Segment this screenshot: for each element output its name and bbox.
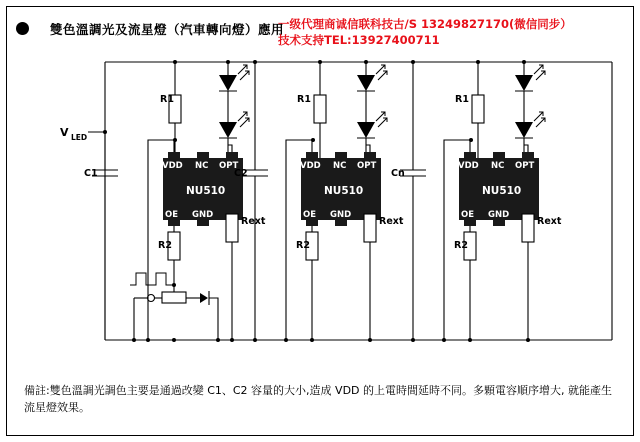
chip3-name: NU510 (482, 185, 522, 197)
chip2-pin-nc: NC (333, 161, 347, 171)
resistor-label-r1-2: R1 (297, 94, 311, 105)
chip1-name: NU510 (186, 185, 226, 197)
page-title: 雙色溫調光及流星燈（汽車轉向燈）應用 (50, 22, 285, 37)
chip2-name: NU510 (324, 185, 364, 197)
resistor-label-r2-1: R2 (158, 240, 172, 251)
chip3-pin-opt: OPT (515, 161, 535, 171)
resistor-label-r1-1: R1 (160, 94, 174, 105)
contact-line-1: 一级代理商诚信联科技古/S 13249827170(微信同步） (278, 17, 572, 31)
chip1-pin-oe: OE (165, 210, 179, 220)
resistor-label-r1-3: R1 (455, 94, 469, 105)
chip2-pin-gnd: GND (330, 210, 352, 220)
rext-label-2: Rext (379, 216, 404, 227)
chip3-pin-gnd: GND (488, 210, 510, 220)
chip1-pin-opt: OPT (219, 161, 239, 171)
footnote: 備註:雙色溫調光調色主要是通過改變 C1、C2 容量的大小,造成 VDD 的上電時間延時不同。多顆電容順序增大, 就能產生流星燈效果。 (24, 384, 613, 414)
chip2-pin-vdd: VDD (300, 161, 321, 171)
supply-label: V (60, 126, 69, 139)
cap-label-cn: Cn (391, 168, 405, 179)
rext-label-3: Rext (537, 216, 562, 227)
cap-label-c1: C1 (84, 168, 98, 179)
chip1-pin-vdd: VDD (162, 161, 183, 171)
resistor-label-r2-2: R2 (296, 240, 310, 251)
chip3-pin-vdd: VDD (458, 161, 479, 171)
chip2-pin-opt: OPT (357, 161, 377, 171)
cap-label-c2: C2 (234, 168, 248, 179)
chip2-pin-oe: OE (303, 210, 317, 220)
chip1-pin-nc: NC (195, 161, 209, 171)
supply-sublabel: LED (71, 133, 88, 142)
chip3-pin-nc: NC (491, 161, 505, 171)
resistor-label-r2-3: R2 (454, 240, 468, 251)
rext-label-1: Rext (241, 216, 266, 227)
chip3-pin-oe: OE (461, 210, 475, 220)
chip1-pin-gnd: GND (192, 210, 214, 220)
contact-line-2: 技术支持TEL:13927400711 (278, 33, 440, 47)
